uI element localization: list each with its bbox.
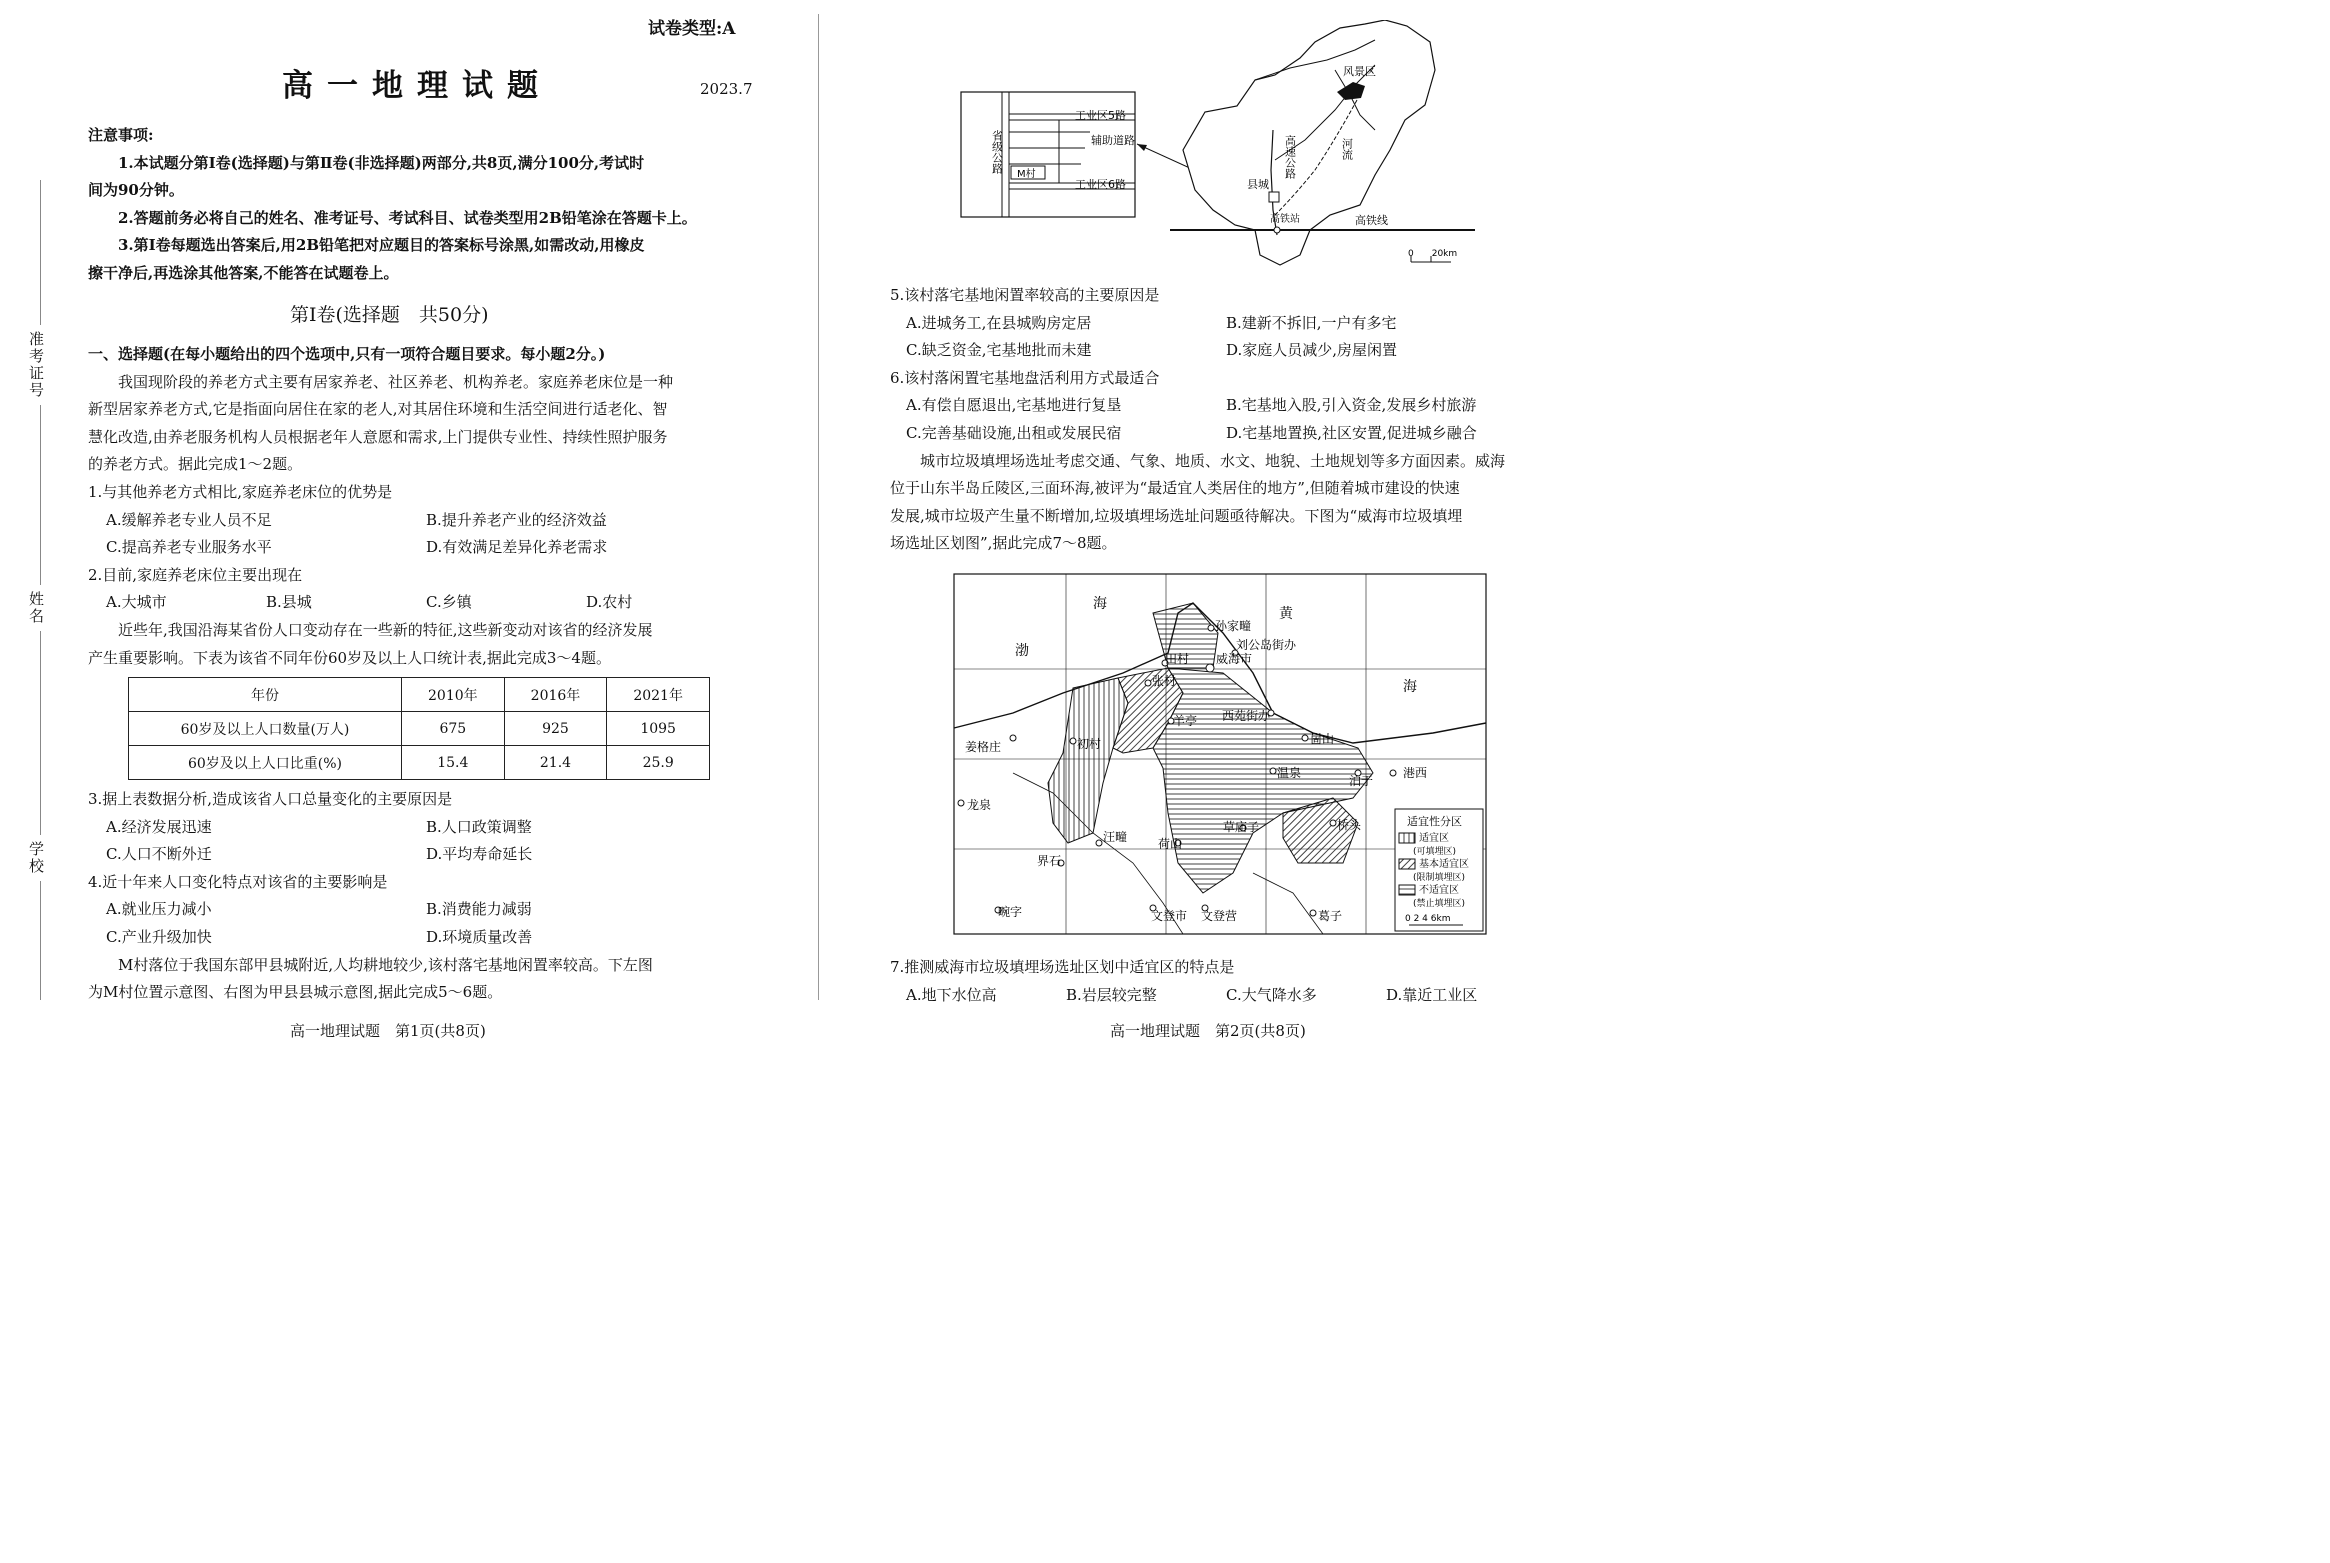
question-2-stem: 2.目前,家庭养老床位主要出现在 — [88, 565, 303, 584]
place-label: 龙泉 — [967, 798, 992, 812]
place-label: 刘公岛街办 — [1236, 638, 1297, 652]
place-label: 桥头 — [1337, 818, 1362, 832]
passage-line: 场选址区划图”,据此完成7～8题。 — [890, 534, 1117, 553]
q2-option-c: C.乡镇 — [426, 593, 472, 612]
place-label: 孙家疃 — [1215, 619, 1252, 633]
place-label: 张村 — [1152, 674, 1177, 688]
aux-road-label: 辅助道路 — [1091, 134, 1135, 147]
table-cell: 675 — [402, 712, 505, 746]
table-cell: 60岁及以上人口比重(%) — [129, 746, 402, 780]
passage-line: 为M村位置示意图、右图为甲县县城示意图,据此完成5～6题。 — [88, 983, 503, 1002]
page-title: 高一地理试题 — [282, 68, 552, 104]
county-seat-marker — [1269, 192, 1279, 202]
q7-option-d: D.靠近工业区 — [1386, 985, 1478, 1004]
q1-option-d: D.有效满足差异化养老需求 — [426, 538, 608, 557]
q6-option-a: A.有偿自愿退出,宅基地进行复垦 — [906, 396, 1122, 415]
passage-line: 城市垃圾填埋场选址考虑交通、气象、地质、水文、地貌、土地规划等多方面因素。威海 — [920, 451, 1506, 470]
legend-swatch-unsuitable — [1399, 885, 1415, 895]
table-header-cell: 2021年 — [607, 678, 710, 712]
legend-item-name: 适宜区 — [1419, 833, 1449, 844]
question-1-stem: 1.与其他养老方式相比,家庭养老床位的优势是 — [88, 482, 393, 501]
page2-footer: 高一地理试题 第2页(共8页) — [1110, 1022, 1306, 1040]
place-label: 威海市 — [1216, 652, 1253, 666]
place-label: 羊亭 — [1173, 714, 1198, 728]
hsr-station-label: 高铁站 — [1270, 214, 1300, 225]
exam-date: 2023.7 — [700, 80, 753, 98]
paper-type: 试卷类型:A — [648, 19, 736, 39]
q4-option-a: A.就业压力减小 — [106, 900, 212, 919]
q2-option-a: A.大城市 — [106, 593, 167, 612]
notice-line: 1.本试题分第Ⅰ卷(选择题)与第Ⅱ卷(非选择题)两部分,共8页,满分100分,考试时 — [118, 153, 645, 172]
table-header-cell: 2010年 — [402, 678, 505, 712]
table-cell: 25.9 — [607, 746, 710, 780]
page-divider — [818, 14, 819, 1000]
place-label: 田村 — [1165, 652, 1190, 666]
passage-line: 新型居家养老方式,它是指面向居住在家的老人,对其居住环境和生活空间进行适老化、智 — [88, 400, 668, 419]
page1-body — [88, 341, 763, 672]
question-6-stem: 6.该村落闲置宅基地盘活利用方式最适合 — [890, 368, 1160, 387]
table-cell: 60岁及以上人口数量(万人) — [129, 712, 402, 746]
legend-item-note: (可填埋区) — [1413, 847, 1457, 857]
q7-option-c: C.大气降水多 — [1226, 985, 1317, 1004]
q6-option-c: C.完善基础设施,出租或发展民宿 — [906, 423, 1122, 442]
place-label: 荷山 — [1158, 837, 1183, 851]
side-label-name: 姓名 — [26, 585, 47, 631]
question-3-stem: 3.据上表数据分析,造成该省人口总量变化的主要原因是 — [88, 790, 453, 808]
passage-line: 我国现阶段的养老方式主要有居家养老、社区养老、机构养老。家庭养老床位是一种 — [118, 372, 674, 391]
legend-swatch-suitable — [1399, 833, 1415, 843]
place-label: 港西 — [1403, 766, 1428, 780]
sea-label: 海 — [1403, 679, 1417, 695]
q1-option-c: C.提高养老专业服务水平 — [106, 538, 272, 557]
table-cell: 21.4 — [504, 746, 607, 780]
place-label: 畹字 — [998, 905, 1023, 919]
population-table — [128, 677, 710, 780]
table-header-cell: 年份 — [129, 678, 402, 712]
side-label-exam-id: 准考证号 — [26, 325, 47, 405]
table-cell: 925 — [504, 712, 607, 746]
hsr-station-marker — [1274, 227, 1280, 233]
table-header-cell: 2016年 — [504, 678, 607, 712]
page1-body-lower — [88, 786, 763, 1007]
sea-label: 海 — [1093, 596, 1107, 612]
notice-line: 擦干净后,再选涂其他答案,不能答在试题卷上。 — [88, 263, 399, 282]
q2-option-d: D.农村 — [586, 593, 633, 612]
notice-section — [88, 122, 758, 288]
q4-option-c: C.产业升级加快 — [106, 927, 212, 946]
q1-option-a: A.缓解养老专业人员不足 — [106, 510, 272, 529]
section-title: 第Ⅰ卷(选择题 共50分) — [290, 304, 489, 326]
q5-option-d: D.家庭人员减少,房屋闲置 — [1226, 341, 1398, 360]
q5-option-c: C.缺乏资金,宅基地批而未建 — [906, 341, 1092, 360]
passage-line: 产生重要影响。下表为该省不同年份60岁及以上人口统计表,据此完成3～4题。 — [88, 648, 611, 667]
q7-option-b: B.岩层较完整 — [1066, 985, 1157, 1004]
table-header-row — [129, 678, 710, 712]
place-label: 姜格庄 — [965, 740, 1002, 754]
weihai-landfill-map — [953, 573, 1487, 935]
legend-swatch-basic — [1399, 859, 1415, 869]
notice-line: 间为90分钟。 — [88, 181, 184, 200]
q5-option-a: A.进城务工,在县城购房定居 — [906, 313, 1092, 332]
table-cell: 15.4 — [402, 746, 505, 780]
industrial-road-5-label: 工业区5路 — [1075, 109, 1126, 122]
place-label: 西苑街办 — [1222, 709, 1271, 723]
place-label: 温泉 — [1277, 766, 1302, 780]
county-map — [955, 20, 1485, 270]
q7-option-a: A.地下水位高 — [906, 985, 997, 1004]
legend-item-name: 不适宜区 — [1419, 885, 1459, 896]
place-label: 崮山 — [1310, 732, 1335, 746]
table-row — [129, 746, 710, 780]
q3-option-b: B.人口政策调整 — [426, 817, 532, 836]
industrial-road-6-label: 工业区6路 — [1075, 178, 1126, 191]
place-label: 草庙子 — [1223, 820, 1260, 834]
notice-line: 3.第Ⅰ卷每题选出答案后,用2B铅笔把对应题目的答案标号涂黑,如需改动,用橡皮 — [118, 236, 645, 255]
question-5-stem: 5.该村落宅基地闲置率较高的主要原因是 — [890, 286, 1160, 304]
place-label: 文登营 — [1201, 909, 1238, 923]
q3-option-c: C.人口不断外迁 — [106, 845, 212, 864]
table-row — [129, 712, 710, 746]
legend-item-name: 基本适宜区 — [1419, 859, 1469, 870]
provincial-road-label: 省级公路 — [990, 130, 1004, 174]
place-label: 文登市 — [1151, 909, 1188, 923]
place-label: 泊于 — [1349, 774, 1374, 788]
question-4-stem: 4.近十年来人口变化特点对该省的主要影响是 — [88, 872, 388, 891]
passage-line: M村落位于我国东部甲县城附近,人均耕地较少,该村落宅基地闲置率较高。下左图 — [118, 955, 653, 974]
question-7-stem: 7.推测威海市垃圾填埋场选址区划中适宜区的特点是 — [890, 958, 1235, 976]
legend-scale-label: 0 2 4 6km — [1405, 914, 1451, 924]
sea-label: 渤 — [1015, 643, 1029, 659]
q3-option-d: D.平均寿命延长 — [426, 845, 533, 864]
legend-item-note: (禁止填埋区) — [1413, 899, 1466, 909]
q1-option-b: B.提升养老产业的经济效益 — [426, 510, 607, 529]
scenic-area-label: 风景区 — [1343, 65, 1376, 78]
scale-label: 0 20km — [1408, 249, 1458, 259]
page2-body-upper — [890, 282, 1555, 558]
place-label: 葛子 — [1318, 909, 1343, 923]
q3-option-a: A.经济发展迅速 — [106, 817, 212, 836]
passage-line: 的养老方式。据此完成1～2题。 — [88, 455, 303, 474]
q2-option-b: B.县城 — [266, 593, 312, 612]
place-label: 汪疃 — [1103, 830, 1128, 844]
river-label: 河流 — [1340, 138, 1354, 160]
legend-item-note: (限制填埋区) — [1413, 873, 1466, 883]
q6-option-b: B.宅基地入股,引入资金,发展乡村旅游 — [1226, 396, 1477, 415]
part-heading: 一、选择题(在每小题给出的四个选项中,只有一项符合题目要求。每小题2分。) — [88, 345, 606, 363]
county-seat-label: 县城 — [1247, 178, 1269, 191]
page2-body-lower — [890, 954, 1555, 1009]
q4-option-b: B.消费能力减弱 — [426, 900, 532, 919]
passage-line: 近些年,我国沿海某省份人口变动存在一些新的特征,这些新变动对该省的经济发展 — [118, 620, 653, 639]
passage-line: 发展,城市垃圾产生量不断增加,垃圾填埋场选址问题亟待解决。下图为“威海市垃圾填埋 — [890, 506, 1463, 525]
table-cell: 1095 — [607, 712, 710, 746]
hsr-line-label: 高铁线 — [1355, 214, 1388, 227]
q5-option-b: B.建新不拆旧,一户有多宅 — [1226, 313, 1397, 332]
arrow-head-icon — [1137, 144, 1147, 151]
notice-line: 2.答题前务必将自己的姓名、准考证号、考试科目、试卷类型用2B铅笔涂在答题卡上。 — [118, 208, 697, 227]
notice-heading: 注意事项: — [88, 126, 154, 144]
passage-line: 慧化改造,由养老服务机构人员根据老年人意愿和需求,上门提供专业性、持续性照护服务 — [88, 427, 668, 446]
side-label-school: 学校 — [26, 835, 47, 881]
passage-line: 位于山东半岛丘陵区,三面环海,被评为“最适宜人类居住的地方”,但随着城市建设的快速 — [890, 479, 1460, 498]
legend-title: 适宜性分区 — [1407, 815, 1462, 828]
sea-label: 黄 — [1279, 606, 1293, 622]
place-label: 界石 — [1037, 854, 1062, 868]
m-village-label: M村 — [1017, 169, 1036, 180]
page1-footer: 高一地理试题 第1页(共8页) — [290, 1022, 486, 1040]
q4-option-d: D.环境质量改善 — [426, 927, 533, 946]
q6-option-d: D.宅基地置换,社区安置,促进城乡融合 — [1226, 423, 1477, 442]
county-outline — [1183, 20, 1435, 265]
highway-label: 高速公路 — [1283, 135, 1297, 179]
place-label: 初村 — [1077, 737, 1102, 751]
